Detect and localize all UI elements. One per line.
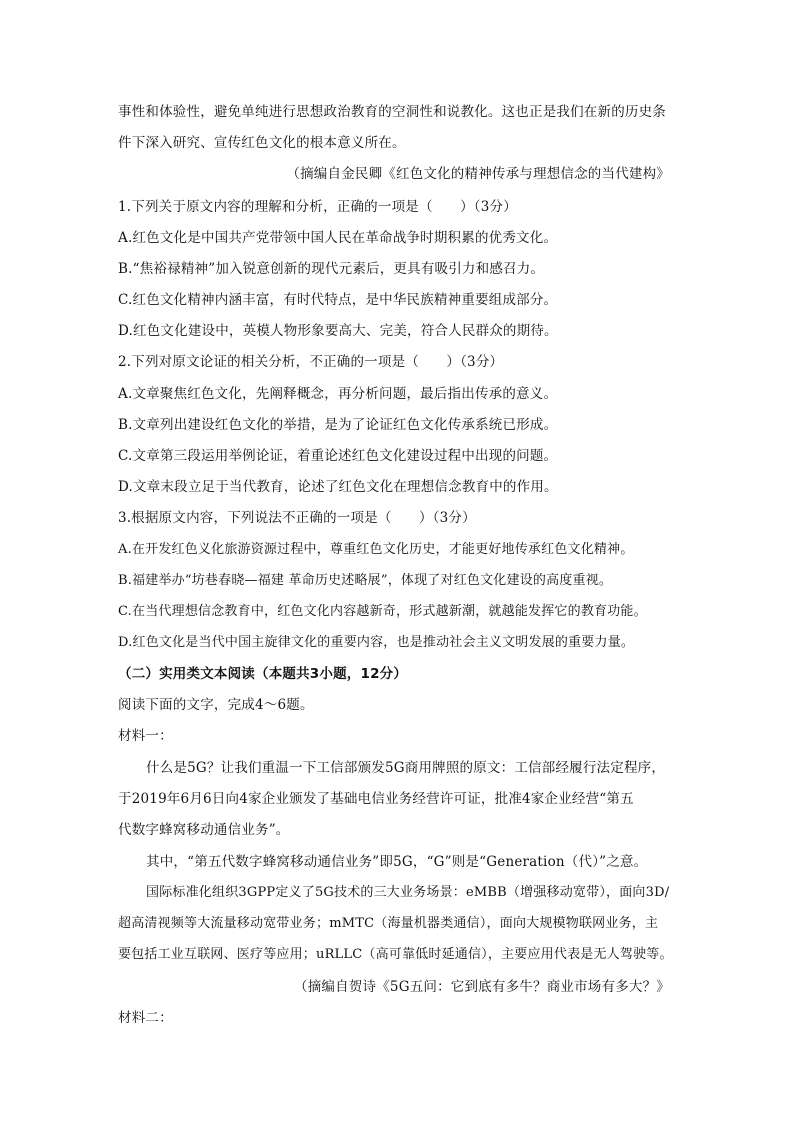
material-paragraph-line: 什么是5G？让我们重温一下工信部颁发5G商用牌照的原文：工信部经履行法定程序，: [146, 760, 666, 776]
material-paragraph-line: 于2019年6月6日向4家企业颁发了基础电信业务经营许可证，批准4家企业经营“第五: [118, 791, 634, 807]
material-1-label: 材料一：: [118, 728, 173, 744]
material-paragraph-line: 要包括工业互联网、医疗等应用；uRLLC（高可靠低时延通信），主要应用代表是无人驾驶等。: [118, 947, 673, 962]
question-3-option-d: D.红色文化是当代中国主旋律文化的重要内容，也是推动社会主义文明发展的重要力量。: [118, 635, 635, 650]
material-paragraph-line: 其中，“第五代数字蜂窝移动通信业务”即5G，“G”则是“Generation（代）”之意。: [146, 854, 648, 870]
material-2-label: 材料二：: [118, 1010, 173, 1026]
question-1-option-c: C.红色文化精神内涵丰富，有时代特点，是中华民族精神重要组成部分。: [118, 292, 558, 308]
passage-line: 事性和体验性，避免单纯进行思想政治教育的空洞性和说教化。这也正是我们在新的历史条: [118, 104, 666, 120]
question-2-option-b: B.文章列出建设红色文化的举措，是为了论证红色文化传承系统已形成。: [118, 417, 558, 433]
question-2-option-a: A.文章聚焦红色文化，先阐释概念，再分析问题，最后指出传承的意义。: [118, 386, 558, 402]
question-3-stem: 3.根据原文内容，下列说法不正确的一项是（ ）（3分）: [118, 510, 476, 526]
question-3-option-b: B.福建举办“坊巷春晓—福建 革命历史述略展”，体现了对红色文化建设的高度重视。: [118, 573, 613, 588]
question-3-option-c: C.在当代理想信念教育中，红色文化内容越新奇，形式越新潮，就越能发挥它的教育功能。: [118, 604, 647, 619]
question-2-stem: 2.下列对原文论证的相关分析，不正确的一项是（ ）（3分）: [118, 354, 504, 370]
section-instruction: 阅读下面的文字，完成4～6题。: [118, 697, 314, 713]
question-1-option-d: D.红色文化建设中，英模人物形象要高大、完美，符合人民群众的期待。: [118, 323, 558, 339]
passage-line: 件下深入研究、宣传红色文化的根本意义所在。: [118, 135, 406, 151]
material-paragraph-line: 国际标准化组织3GPP定义了5G技术的三大业务场景：eMBB（增强移动宽带），面向3D/: [146, 885, 670, 900]
question-1-option-a: A.红色文化是中国共产党带领中国人民在革命战争时期积累的优秀文化。: [118, 230, 558, 246]
material-paragraph-line: 超高清视频等大流量移动宽带业务；mMTC（海量机器类通信），面向大规模物联网业务，主: [118, 916, 659, 931]
question-2-option-c: C.文章第三段运用举例论证，着重论述红色文化建设过程中出现的问题。: [118, 448, 558, 464]
source-citation: （摘编自贺诗《5G五问：它到底有多牛？商业市场有多大？》: [294, 979, 670, 995]
section-heading: （二）实用类文本阅读（本题共3小题，12分）: [118, 666, 408, 682]
material-paragraph-line: 代数字蜂窝移动通信业务”。: [118, 822, 290, 838]
question-1-option-b: B.“焦裕禄精神”加入锐意创新的现代元素后，更具有吸引力和感召力。: [118, 261, 545, 277]
source-citation: （摘编自金民卿《红色文化的精神传承与理想信念的当代建构》: [286, 166, 670, 182]
question-1-stem: 1.下列关于原文内容的理解和分析，正确的一项是（ ）（3分）: [118, 199, 517, 215]
question-3-option-a: A.在开发红色义化旅游资源过程中，尊重红色文化历史，才能更好地传承红色文化精神。: [118, 542, 634, 557]
question-2-option-d: D.文章末段立足于当代教育，论述了红色文化在理想信念教育中的作用。: [118, 479, 558, 495]
